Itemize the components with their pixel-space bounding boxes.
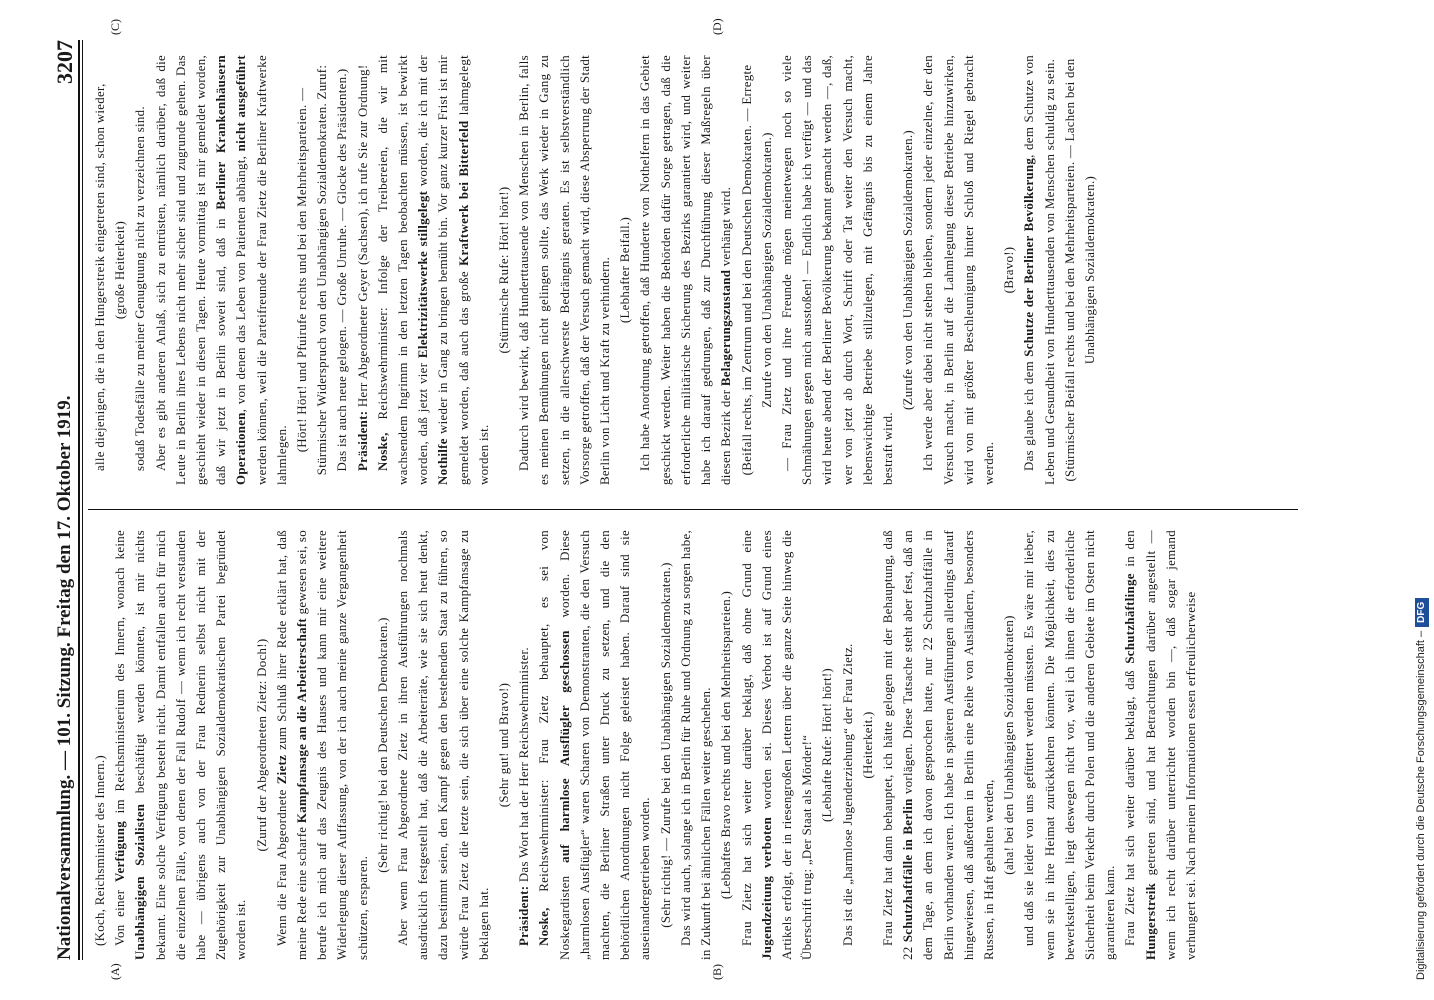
- text-run: Ich habe Anordnung getroffen, daß Hunderte von Nothelfern in das Gebiet geschickt werden. Weiter haben die Behörden dafür Sorge getragen, daß die erforderliche militärische Sicherung des Bezirks garantiert wird, und weiter habe ich darauf gedrungen, daß zur Durchführung dieser Maßregeln über diesen Bezirk der: [638, 55, 734, 485]
- text-run: (Zurufe von den Unabhängigen Sozialdemokraten.): [901, 129, 916, 411]
- text-run: und daß sie leider von uns gefüttert werden müssten. Es wäre mir lieber, wenn sie in ihre Heimat zurückkehren könnten. Die Möglichkeit, dies zu bewerkstelligen, liegt deswegen nicht vor, weil ich ihnen die erforderliche Sicherheit beim Verkehr durch Polen und die anderen Gebiete im Osten nicht garantieren kann.: [1022, 530, 1118, 960]
- stage-direction: [716, 530, 736, 960]
- text-run: (Lebhafter Beifall.): [618, 216, 633, 324]
- text-run: worden. Diese „harmlosen Ausflügler“ waren Scharen von Demonstranten, die den Versuch machten, die Berliner Straßen unter Druck zu setzen, und die den behördlichen Anordnungen nicht Folge geleistet haben. Darauf sind sie auseinandergetrieben worden.: [557, 530, 653, 960]
- margin-mark-d: (D): [710, 18, 724, 35]
- right-column: [90, 55, 1290, 485]
- text-run: sodaß Todesfälle zu meiner Genugtuung nicht zu verzeichnen sind.: [133, 106, 148, 471]
- text-run: Ich werde aber dabei nicht stehen bleiben, sondern jeder einzelne, der den Versuch macht, in Berlin auf die Lahmlegung dieser Betriebe hinzuwirken, wird von mit größter Beschleunigung hinter Schloß und Riegel gebracht werden.: [921, 55, 996, 485]
- text-run: Reichswehrminister: Infolge der Treibereien, die wir mit wachsendem Ingrimm in den letzten Tagen beobachten müssen, ist bewirkt worden, daß jetzt vier: [375, 55, 431, 485]
- text-run: Das Wort hat der Herr Reichswehrminister.: [517, 647, 532, 886]
- text-run: (Lebhafte Rufe: Hört! hört!): [820, 667, 835, 823]
- text-run: Frau Zietz hat sich weiter darüber beklagt, daß ohne Grund eine: [739, 530, 754, 946]
- text-run: — Frau Zietz und ihre Freunde mögen meinetwegen noch so viele Schmähungen gegen mich ausstoßen! — Endlich habe ich verfügt — und das wird heute abend der Berliner Bevölkerung bekannt gemacht werden —, daß, wer von jetzt ab durch Wort, Schrift oder Tat weiter den Versuch macht, lebenswichtige Betriebe stillzulegen, mit Gefängnis bis zu einem Jahre bestraft wird.: [779, 55, 895, 485]
- running-head: Nationalversammlung. — 101. Sitzung. Freitag den 17. Oktober 1919.: [54, 395, 75, 960]
- text-run: (Sehr gut! und Bravo!): [497, 682, 512, 808]
- bold-text: Schutzhäftlinge: [1123, 573, 1138, 664]
- text-run: (Stürmischer Beifall rechts und bei den Mehrheitsparteien. — Lachen bei den Unabhängigen Sozialdemokraten.): [1062, 58, 1097, 482]
- bold-text: Noske,: [537, 907, 552, 946]
- paragraph: [90, 530, 110, 960]
- text-run: werden können, weil die Parteifreunde der Frau Zietz die Berliner Kraftwerke lahmlegen.: [254, 55, 289, 485]
- paragraph: [353, 55, 373, 485]
- text-run: (Beifall rechts, im Zentrum und bei den Deutschen Demokraten. — Erregte Zurufe von den Unabhängigen Sozialdemokraten.): [739, 64, 774, 476]
- margin-mark-a: (A): [108, 963, 122, 980]
- text-run: Aber es gibt anderen Anlaß, sich zu entrüsten, nämlich darüber, daß die Leute in Berlin ihres Lebens nicht mehr sicher sind und zugrunde gehen. Das geschieht wieder in diesen Tagen. Heute vormittag ist mir gemeldet worden, daß wir jetzt in Berlin soweit sind, daß in: [153, 55, 229, 485]
- bold-text: Hungerstreik: [1143, 882, 1158, 960]
- stage-direction: [373, 530, 393, 960]
- text-run: Das ist die „harmlose Jugenderziehung“ der Frau Zietz.: [840, 643, 855, 946]
- bold-text: Schutzhaftfälle in Berlin: [901, 798, 916, 943]
- text-run: (Heiterkeit.): [860, 711, 875, 779]
- paragraph: [1019, 55, 1059, 485]
- stage-direction: [615, 55, 635, 485]
- paragraph: [393, 530, 494, 960]
- stage-direction: [110, 55, 130, 485]
- bold-text: Kampfansage an die Arbeiterschaft: [295, 617, 310, 824]
- text-run: alle diejenigen, die in den Hungerstreik eingetreten sind, schon wieder,: [93, 83, 107, 471]
- text-run: getreten sind, und hat Betrachtungen darüber angestellt — wenn ich recht darüber unterrichtet worden bin —, daß sogar jemand verhungert sei. Nach meinen Informationen essen erfreulicherweise: [1143, 530, 1198, 960]
- text-run: Das glaube ich dem: [1022, 356, 1037, 471]
- text-run: wieder in Gang zu bringen bemüht bin. Vor ganz kurzer Frist ist mir gemeldet worden, daß auch das große: [436, 55, 471, 485]
- text-run: gewesen sei, so berufe ich mich auf das Zeugnis des Hauses und kann mir eine weitere Widerlegung dieser Auffassung, von der ich auch meine ganze Vergangenheit schützen, ersparen.: [295, 530, 370, 960]
- bold-text: Präsident:: [355, 410, 370, 471]
- bold-text: Verfügung: [113, 821, 128, 882]
- bold-text: Zietz: [274, 754, 289, 785]
- stage-direction: [999, 55, 1019, 485]
- text-run: Das wird auch, solange ich in Berlin für Ruhe und Ordnung zu sorgen habe, in Zukunft bei ähnlichen Fällen weiter geschehen.: [678, 530, 714, 960]
- paragraph: [777, 55, 898, 485]
- margin-mark-c: (C): [108, 19, 122, 35]
- stage-direction: [737, 55, 777, 485]
- paragraph: [373, 55, 494, 485]
- paragraph: [151, 55, 292, 485]
- bold-text: Unabhängigen Sozialisten: [133, 803, 148, 960]
- text-run: in den: [1123, 530, 1138, 574]
- margin-mark-b: (B): [710, 964, 724, 980]
- paragraph: [1120, 530, 1201, 960]
- stage-direction: [656, 530, 676, 960]
- paragraph: [1019, 530, 1120, 960]
- text-run: worden sei. Dieses Verbot ist auf Grund eines Artikels erfolgt, der in riesengroßen Lettern über die ganze Seite hinweg die Überschrift trug: „Der Staat als Mörder!“: [759, 530, 815, 960]
- bold-text: Noske,: [375, 432, 390, 471]
- stage-direction: [898, 55, 918, 485]
- bold-text: Nothilfe: [436, 438, 451, 485]
- paragraph: [130, 55, 150, 485]
- dfg-logo: DFG: [1415, 598, 1429, 627]
- paragraph: [534, 530, 655, 960]
- text-run: zum Schluß ihrer Rede erklärt hat, daß meine Rede eine scharfe: [274, 530, 310, 960]
- paragraph: [514, 55, 615, 485]
- bold-text: Berliner Krankenhäusern Operationen: [214, 55, 249, 485]
- bold-text: Jugendzeitung verboten: [759, 816, 774, 960]
- bold-text: nicht ausgeführt: [234, 55, 249, 152]
- text-run: (aha! bei den Unabhängigen Sozialdemokraten): [1002, 615, 1017, 875]
- text-run: im Reichsministerium des Innern, wonach keine: [113, 530, 128, 821]
- paragraph: [737, 530, 818, 960]
- header-rule: [82, 40, 83, 960]
- text-run: Frau Zietz hat dann behauptet, ich hätte gelogen mit der Behauptung, daß 22: [880, 530, 916, 960]
- text-run: Herr Abgeordneter Geyer (Sachsen), ich rufe Sie zur Ordnung!: [355, 64, 370, 411]
- text-run: (Koch, Reichsminister des Innern.): [93, 755, 107, 946]
- stage-direction: [252, 530, 272, 960]
- text-run: (Sehr richtig! — Zurufe bei den Unabhängigen Sozialdemokraten.): [658, 562, 673, 928]
- bold-text: Schutze der Berliner Bevölkerung: [1022, 157, 1037, 357]
- text-run: (große Heiterkeit): [113, 220, 128, 320]
- text-run: (Bravo!): [1002, 246, 1017, 294]
- text-run: Reichswehrminister: Frau Zietz behauptet, es sei von Noskegardisten: [537, 530, 572, 960]
- text-run: , von denen das Leben von Patienten abhängt,: [234, 151, 249, 413]
- stage-direction: [999, 530, 1019, 960]
- paragraph: [838, 530, 858, 960]
- text-run: (Lebhaftes Bravo rechts und bei den Mehrheitsparteien.): [719, 590, 734, 900]
- text-run: Aber wenn Frau Abgeordnete Zietz in ihren Ausführungen nochmals ausdrücklich festgestellt hat, daß die Arbeiterräte, wie sie sich heut denkt, dazu bestimmt seien, den Kampf gegen den bestehenden Staat zu führen, so würde Frau Zietz die letzte sein, die sich über eine solche Kampfansage zu beklagen hat.: [396, 530, 491, 960]
- paragraph: [676, 530, 716, 960]
- text-run: (Zuruf der Abgeordneten Zietz: Doch!): [254, 638, 269, 852]
- paragraph: [878, 530, 999, 960]
- paragraph: [635, 55, 736, 485]
- stage-direction: [817, 530, 837, 960]
- text-run: , dem Schutze von Leben und Gesundheit von Hunderttausenden von Menschen schuldig zu sein.: [1022, 55, 1057, 485]
- paragraph: [272, 530, 373, 960]
- left-column: [90, 530, 1290, 960]
- paragraph: [90, 55, 110, 485]
- page-header: [52, 40, 80, 960]
- paragraph: [110, 530, 251, 960]
- text-run: Dadurch wird bewirkt, daß Hunderttausende von Menschen in Berlin, falls es meinen Bemühungen nicht gelingen sollte, das Werk wieder in Gang zu setzen, in die allerschwerste Bedrängnis geraten. Es ist selbstverständlich Vorsorge getroffen, daß der Versuch gemacht wird, diese Absperrung der Stadt Berlin von Licht und Kraft zu verhindern.: [517, 55, 613, 485]
- text-run: Von einer: [113, 881, 128, 946]
- stage-direction: [494, 530, 514, 960]
- bold-text: Präsident:: [517, 885, 532, 946]
- text-run: beschäftigt werden könnten, ist mir nichts bekannt. Eine solche Verfügung besteht nicht. Damit entfallen auch für mich die einzelnen Fälle, von denen der Fall Rudolf — wenn ich recht verstanden habe — übrigens auch von der Frau Rednerin selbst nicht mit der Zugehörigkeit zur Unabhängigen Sozialdemokratischen Partei begründet worden ist.: [133, 530, 249, 960]
- stage-direction: [858, 530, 878, 960]
- stage-direction: [292, 55, 353, 485]
- text-run: vorlägen. Diese Tatsache steht aber fest, daß an dem Tage, an dem ich davon gesprochen hatte, nur 22 Schutzhaftfälle in Berlin vorhanden waren. Ich habe in späteren Ausführungen allerdings darauf hingewiesen, daß außerdem in Berlin eine Reihe von Ausländern, besonders Russen, in Haft gehalten werden,: [901, 530, 996, 960]
- text-run: lahmgelegt worden ist.: [456, 55, 491, 485]
- column-divider: [88, 509, 1298, 510]
- text-run: (Stürmische Rufe: Hört! hört!): [497, 186, 512, 354]
- bold-text: Belagerungszustand: [719, 269, 734, 387]
- text-run: Wenn die Frau Abgeordnete: [274, 784, 289, 946]
- bold-text: Kraftwerk bei Bitterfeld: [456, 120, 471, 266]
- page-number: 3207: [52, 40, 77, 84]
- stage-direction: [494, 55, 514, 485]
- paragraph: [918, 55, 999, 485]
- text-run: worden, die ich mit der: [416, 55, 431, 191]
- digitization-credit: [1412, 20, 1430, 980]
- credit-text: Digitalisierung gefördert durch die Deutsche Forschungsgemeinschaft –: [1415, 630, 1427, 980]
- text-run: Frau Zietz hat sich weiter darüber beklagt, daß: [1123, 663, 1138, 946]
- bold-text: auf harmlose Ausflügler geschossen: [557, 630, 572, 863]
- stage-direction: [1060, 55, 1100, 485]
- paragraph: [514, 530, 534, 960]
- bold-text: Elektrizitätswerke stillgelegt: [416, 190, 431, 359]
- text-run: (Hört! Hört! und Pfuirufe rechts und bei den Mehrheitsparteien. — Stürmischer Widerspruch von den Unabhängigen Sozialdemokraten. Zuruf: Das ist auch neue gelogen. — Große Unruhe. — Glocke des Präsidenten.): [295, 64, 350, 476]
- text-run: (Sehr richtig! bei den Deutschen Demokraten.): [375, 617, 390, 873]
- text-run: verhängt wird.: [719, 186, 734, 270]
